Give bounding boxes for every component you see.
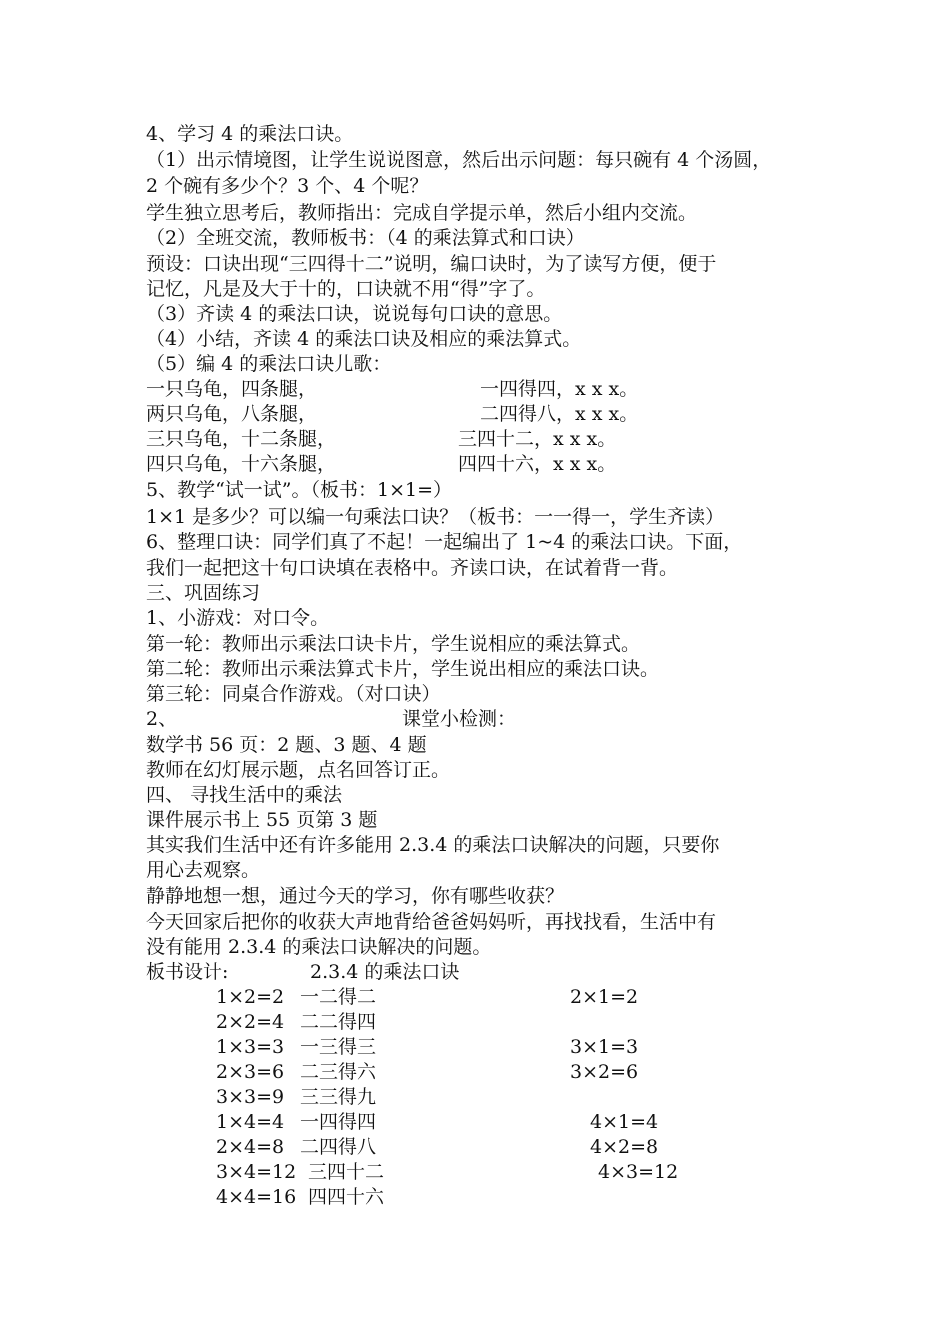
song-verse: 三只乌龟，十二条腿， [146,428,337,450]
board-title: 2.3.4 的乘法口诀 [310,961,460,983]
board-rhyme: 一二得二 [300,986,377,1008]
board-swap: 4×3=12 [598,1161,679,1183]
text-line: 6、整理口诀：同学们真了不起！一起编出了 1~4 的乘法口诀。下面， [146,531,743,553]
text-line: （3）齐读 4 的乘法口诀，说说每句口诀的意思。 [146,303,563,325]
board-equation: 2×3=6 [216,1061,285,1083]
board-swap: 4×2=8 [590,1136,659,1158]
song-rhyme: 三四十二，x x x。 [458,428,617,450]
text-line: 教师在幻灯展示题，点名回答订正。 [146,759,451,781]
board-rhyme: 二二得四 [300,1011,377,1033]
text-line: 1×1 是多少？可以编一句乘法口诀？（板书：一一得一，学生齐读） [146,506,725,528]
song-verse: 两只乌龟，八条腿， [146,403,318,425]
song-rhyme: 一四得四，x x x。 [480,378,639,400]
text-line: 今天回家后把你的收获大声地背给爸爸妈妈听，再找找看，生活中有 [146,911,717,933]
board-equation: 1×3=3 [216,1036,285,1058]
board-rhyme: 一四得四 [300,1111,377,1133]
text-line: 4、学习 4 的乘法口诀。 [146,123,354,145]
text-line: （5）编 4 的乘法口诀儿歌： [146,353,392,375]
text-line: 第二轮：教师出示乘法算式卡片，学生说出相应的乘法口诀。 [146,658,660,680]
board-equation: 3×4=12 [216,1161,297,1183]
text-line: 静静地想一想，通过今天的学习，你有哪些收获？ [146,885,565,907]
board-rhyme: 一三得三 [300,1036,377,1058]
board-equation: 1×2=2 [216,986,285,1008]
board-equation: 2×4=8 [216,1136,285,1158]
board-rhyme: 四四十六 [308,1186,385,1208]
song-verse: 四只乌龟，十六条腿， [146,453,337,475]
board-equation: 1×4=4 [216,1111,285,1133]
board-equation: 2×2=4 [216,1011,285,1033]
song-verse: 一只乌龟，四条腿， [146,378,318,400]
song-rhyme: 四四十六，x x x。 [458,453,617,475]
board-swap: 3×1=3 [570,1036,639,1058]
text-line: 学生独立思考后，教师指出：完成自学提示单，然后小组内交流。 [146,202,698,224]
quiz-label: 课堂小检测： [402,708,517,730]
text-line: 预设：口诀出现“三四得十二”说明，编口诀时，为了读写方便，便于 [146,253,717,275]
text-line: 其实我们生活中还有许多能用 2.3.4 的乘法口诀解决的问题，只要你 [146,834,720,856]
board-rhyme: 二三得六 [300,1061,377,1083]
board-swap: 2×1=2 [570,986,639,1008]
board-equation: 4×4=16 [216,1186,297,1208]
text-line: 课件展示书上 55 页第 3 题 [146,809,378,831]
text-line: 2 个碗有多少个？3 个、4 个呢？ [146,175,429,197]
board-label: 板书设计: [146,961,229,983]
section-heading: 四、 寻找生活中的乘法 [146,784,343,806]
board-rhyme: 三三得九 [300,1086,377,1108]
text-line: 用心去观察。 [146,859,261,881]
quiz-number: 2、 [146,708,178,730]
text-line: （4）小结，齐读 4 的乘法口诀及相应的乘法算式。 [146,328,582,350]
board-rhyme: 三四十二 [308,1161,385,1183]
section-heading: 三、巩固练习 [146,582,261,604]
text-line: 我们一起把这十句口诀填在表格中。齐读口诀，在试着背一背。 [146,557,679,579]
text-line: 数学书 56 页：2 题、3 题、4 题 [146,734,427,756]
text-line: （1）出示情境图，让学生说说图意，然后出示问题：每只碗有 4 个汤圆， [146,149,772,171]
text-line: 第三轮：同桌合作游戏。（对口诀） [146,683,441,705]
text-line: 1、小游戏：对口令。 [146,607,330,629]
text-line: 记忆，凡是及大于十的，口诀就不用“得”字了。 [146,278,546,300]
board-swap: 4×1=4 [590,1111,659,1133]
text-line: 没有能用 2.3.4 的乘法口诀解决的问题。 [146,936,492,958]
text-line: （2）全班交流，教师板书：（4 的乘法算式和口诀） [146,227,585,249]
board-equation: 3×3=9 [216,1086,285,1108]
song-rhyme: 二四得八，x x x。 [480,403,639,425]
board-swap: 3×2=6 [570,1061,639,1083]
text-line: 第一轮：教师出示乘法口诀卡片，学生说相应的乘法算式。 [146,633,641,655]
text-line: 5、教学“试一试”。（板书：1×1=） [146,479,453,501]
board-rhyme: 二四得八 [300,1136,377,1158]
